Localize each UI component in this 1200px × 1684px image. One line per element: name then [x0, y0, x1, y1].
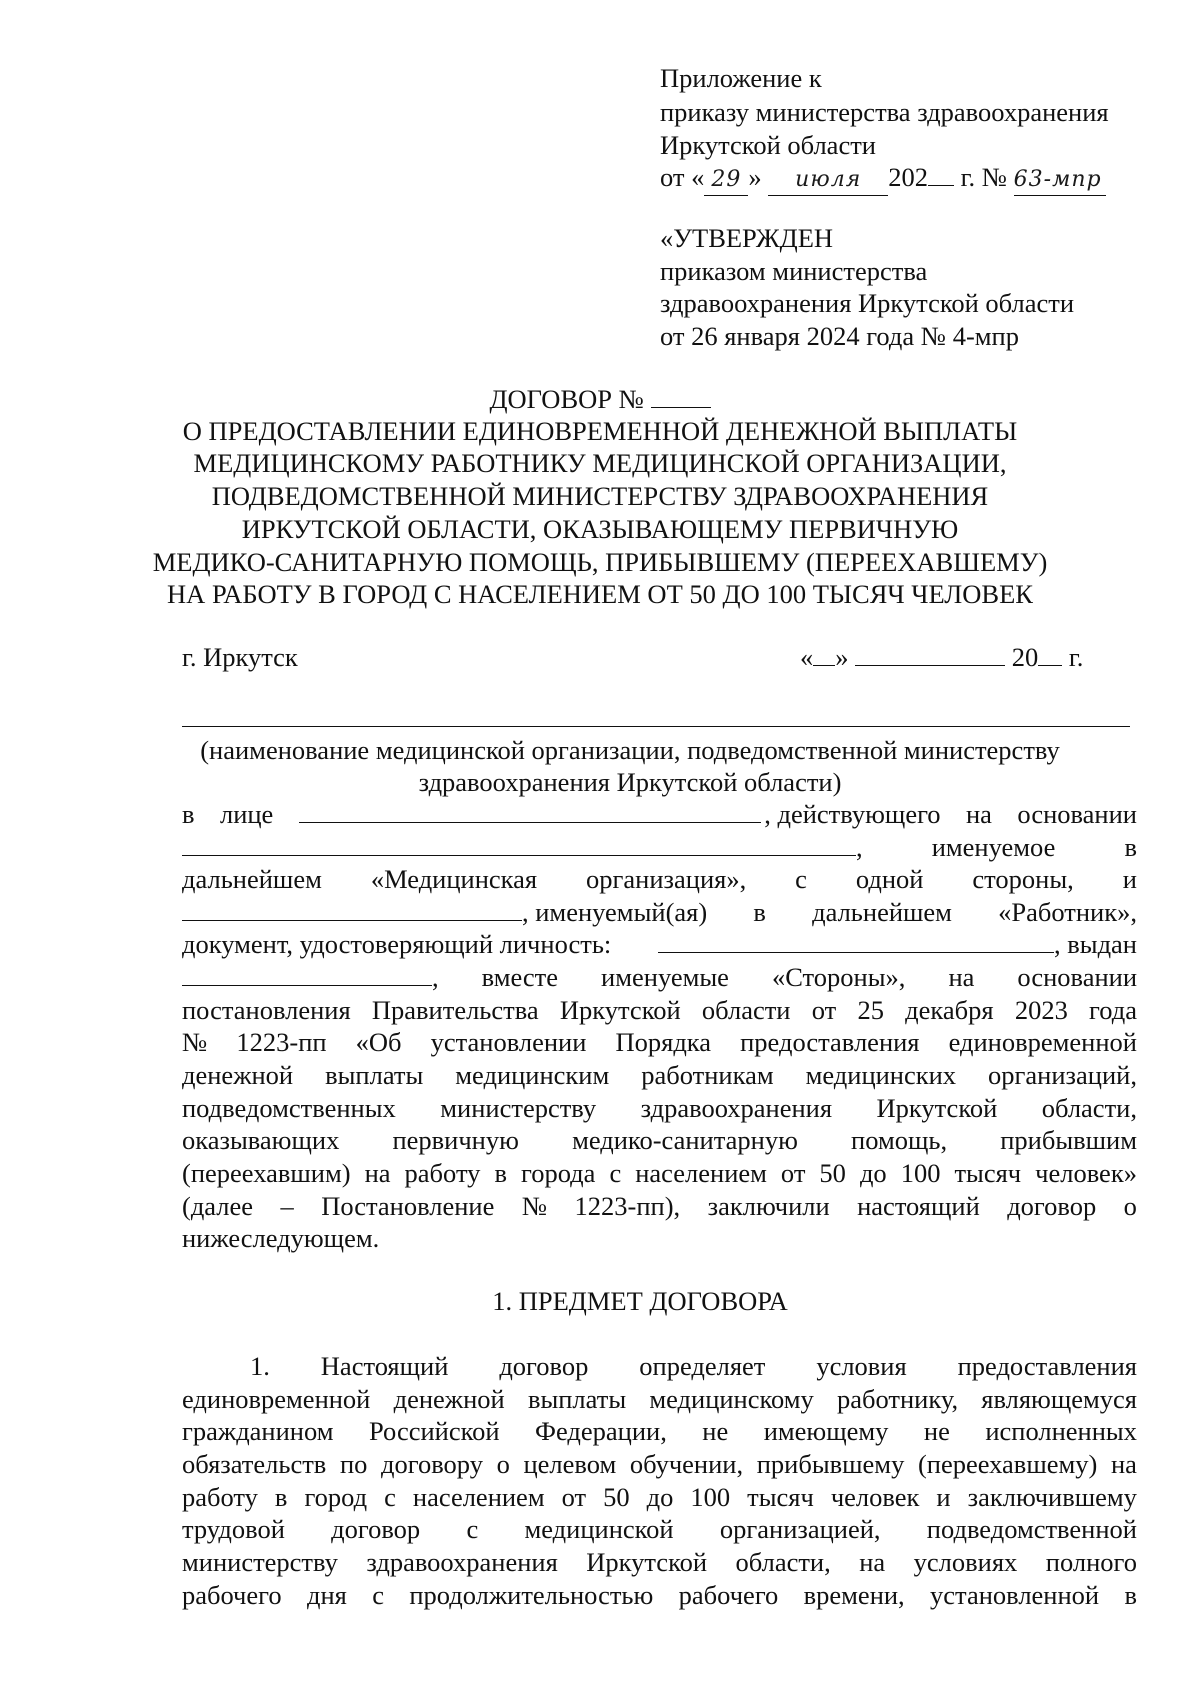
- word: продолжительностью: [409, 1580, 654, 1610]
- word: исполненных: [985, 1416, 1137, 1446]
- word: от: [561, 1482, 587, 1512]
- section-1-line-4: [182, 1447, 1137, 1481]
- word: Федерации,: [535, 1416, 667, 1446]
- parties-line-12: [182, 1156, 1137, 1190]
- handwritten-number: 63-мпр: [1014, 167, 1106, 196]
- appendix-date-line: [660, 160, 1106, 196]
- word: человек»: [1035, 1158, 1137, 1188]
- word: в: [753, 897, 766, 927]
- contract-title-line-4: ПОДВЕДОМСТВЕННОЙ МИНИСТЕРСТВУ ЗДРАВООХРАНЕНИЯ: [211, 481, 989, 511]
- word: Правительства: [371, 995, 539, 1025]
- word: прибывшим: [1000, 1125, 1137, 1155]
- contract-title-line-3: МЕДИЦИНСКОМУ РАБОТНИКУ МЕДИЦИНСКОЙ ОРГАНИЗАЦИИ,: [193, 448, 1007, 478]
- word: именуемые: [601, 962, 729, 992]
- word: ,: [856, 832, 863, 862]
- word: области: [701, 995, 791, 1025]
- word: имеющему: [763, 1416, 889, 1446]
- word: на: [1110, 1449, 1137, 1479]
- word: 1223-пп),: [574, 1191, 681, 1221]
- word: и: [1122, 864, 1137, 894]
- word: в: [1124, 832, 1137, 862]
- basis-blank: [182, 831, 856, 856]
- word: договору: [381, 1449, 483, 1479]
- word: предоставления: [740, 1027, 920, 1057]
- appendix-line-2: приказу министерства здравоохранения: [660, 97, 1109, 127]
- month-blank: [855, 641, 1005, 666]
- word: «Работник»,: [998, 897, 1137, 927]
- word: определяет: [639, 1351, 766, 1381]
- parties-line-14: нижеследующем.: [182, 1223, 380, 1253]
- employee-blank: [182, 896, 522, 921]
- word: организаций,: [988, 1060, 1137, 1090]
- word: (переехавшему): [917, 1449, 1098, 1479]
- word: денежной: [393, 1384, 505, 1414]
- word: «Медицинская: [370, 864, 538, 894]
- word: 100: [690, 1482, 731, 1512]
- word: до: [859, 1158, 887, 1188]
- word: медицинскому: [649, 1384, 814, 1414]
- word: от: [811, 995, 837, 1025]
- handwritten-month: июля: [768, 167, 888, 196]
- section-1-line-2: [182, 1382, 1137, 1416]
- word: 1223-пп: [236, 1027, 327, 1057]
- word: 1.: [250, 1351, 270, 1381]
- section-1-heading: 1. ПРЕДМЕТ ДОГОВОРА: [492, 1286, 788, 1316]
- word: года: [1089, 995, 1137, 1025]
- word: рабочего: [678, 1580, 779, 1610]
- date-prefix: от «: [660, 162, 705, 192]
- word: условиях: [913, 1547, 1018, 1577]
- word: №: [521, 1191, 548, 1221]
- parties-line-6: [182, 960, 1137, 994]
- word: работу: [182, 1482, 258, 1512]
- word: тысяч: [954, 1158, 1022, 1188]
- word: 25: [857, 995, 884, 1025]
- word: медицинской: [524, 1514, 674, 1544]
- word: до: [646, 1482, 674, 1512]
- section-1-line-7: [182, 1545, 1137, 1579]
- word: ,: [432, 962, 439, 992]
- word: Порядка: [615, 1027, 712, 1057]
- word: не: [702, 1416, 729, 1446]
- word: медико-санитарную: [572, 1125, 798, 1155]
- id-document-blank: [658, 928, 1054, 953]
- word: (далее: [182, 1191, 254, 1221]
- word: предоставления: [957, 1351, 1137, 1381]
- word: рабочего: [182, 1580, 282, 1610]
- word: «Об: [355, 1027, 402, 1057]
- parties-line-13: [182, 1189, 1137, 1223]
- id-document-group: [658, 927, 1137, 961]
- word: области,: [1041, 1093, 1137, 1123]
- word: лице: [219, 799, 274, 829]
- word: работу: [404, 1158, 481, 1188]
- word: выплаты: [527, 1384, 627, 1414]
- word: 50: [819, 1158, 846, 1188]
- org-caption-line-2: здравоохранения Иркутской области): [418, 767, 842, 797]
- section-1-line-6: [182, 1512, 1137, 1546]
- word: от: [780, 1158, 806, 1188]
- word: области,: [735, 1547, 831, 1577]
- word: с: [372, 1580, 384, 1610]
- word: Российской: [368, 1416, 500, 1446]
- word: декабря: [905, 995, 994, 1025]
- word: обязательств: [182, 1449, 327, 1479]
- parties-line-5: [182, 927, 1137, 961]
- word: полного: [1045, 1547, 1137, 1577]
- word: основании: [1017, 799, 1137, 829]
- parties-line-8: [182, 1025, 1137, 1059]
- word: договор: [499, 1351, 589, 1381]
- approved-line-4: от 26 января 2024 года № 4-мпр: [660, 321, 1019, 351]
- word: на: [364, 1158, 391, 1188]
- word: , выдан: [1054, 929, 1137, 959]
- word: Иркутской: [876, 1093, 998, 1123]
- section-1-line-3: [182, 1414, 1137, 1448]
- word: с: [466, 1514, 479, 1544]
- contract-title-line-6: МЕДИКО-САНИТАРНУЮ ПОМОЩЬ, ПРИБЫВШЕМУ (ПЕРЕЕХАВШЕМУ): [152, 547, 1048, 577]
- approved-line-1: «УТВЕРЖДЕН: [660, 223, 834, 253]
- word: 2023: [1014, 995, 1068, 1025]
- parties-line-2: [182, 830, 1137, 864]
- word: работникам: [641, 1060, 774, 1090]
- word: дня: [306, 1580, 347, 1610]
- date-year: 202: [888, 162, 928, 192]
- word: медицинским: [455, 1060, 610, 1090]
- word: населением: [635, 1158, 767, 1188]
- word: подведомственных: [182, 1093, 396, 1123]
- handwritten-day: 29: [704, 167, 748, 196]
- word: министерству: [440, 1093, 597, 1123]
- word: установленной: [930, 1580, 1100, 1610]
- representative-blank: [299, 798, 761, 823]
- word: в: [494, 1158, 507, 1188]
- word: являющемуся: [981, 1384, 1137, 1414]
- date-mid: »: [748, 162, 762, 192]
- year-prefix: 20: [1011, 642, 1039, 672]
- word: в: [274, 1482, 288, 1512]
- year-g: г.: [1068, 642, 1084, 672]
- parties-line-3: [182, 862, 1137, 896]
- word: населением: [412, 1482, 545, 1512]
- word: прибывшему: [756, 1449, 905, 1479]
- word: дальнейшем: [812, 897, 952, 927]
- word: основании: [1017, 962, 1137, 992]
- word: , действующего: [764, 799, 941, 829]
- quote-open: «: [800, 642, 814, 672]
- contract-title-line-7: НА РАБОТУ В ГОРОД С НАСЕЛЕНИЕМ ОТ 50 ДО 100 ТЫСЯЧ ЧЕЛОВЕК: [167, 579, 1033, 609]
- word: Настоящий: [320, 1351, 449, 1381]
- word: гражданином: [182, 1416, 334, 1446]
- word: подведомственной: [926, 1514, 1137, 1544]
- word: с: [609, 1158, 622, 1188]
- word: с: [384, 1482, 396, 1512]
- word: с: [795, 864, 807, 894]
- word: дальнейшем: [182, 864, 322, 894]
- parties-line-7: [182, 993, 1137, 1027]
- word: о: [1123, 1191, 1137, 1221]
- approved-line-3: здравоохранения Иркутской области: [660, 288, 1075, 318]
- word: условия: [816, 1351, 907, 1381]
- word: организация»,: [586, 864, 747, 894]
- word: работнику,: [837, 1384, 959, 1414]
- word: обучении,: [629, 1449, 744, 1479]
- approved-line-2: приказом министерства: [660, 256, 928, 286]
- organization-name-line: [182, 726, 1130, 727]
- issued-by-group: [182, 960, 439, 994]
- parties-line-1: [182, 797, 1137, 831]
- word: документ, удостоверяющий личность:: [182, 929, 612, 959]
- contract-number-label: ДОГОВОР №: [489, 384, 644, 414]
- parties-line-11: [182, 1123, 1137, 1157]
- word: постановления: [182, 995, 351, 1025]
- word: –: [280, 1191, 294, 1221]
- word: министерству: [182, 1547, 338, 1577]
- word: 50: [603, 1482, 630, 1512]
- word: тысяч: [747, 1482, 814, 1512]
- word: настоящий: [857, 1191, 980, 1221]
- word: , именуемый(ая): [522, 897, 708, 927]
- word: №: [182, 1027, 208, 1057]
- year-blank: [928, 161, 954, 186]
- word: Постановление: [321, 1191, 495, 1221]
- quote-close: »: [835, 642, 849, 672]
- appendix-line-3: Иркутской области: [660, 130, 876, 160]
- word: выплаты: [325, 1060, 424, 1090]
- word: одной: [855, 864, 924, 894]
- parties-line-10: [182, 1091, 1137, 1125]
- word: в: [182, 799, 195, 829]
- word: человек: [830, 1482, 920, 1512]
- word: заключили: [707, 1191, 830, 1221]
- employee-blank-group: [182, 895, 707, 929]
- city-label: г. Иркутск: [182, 642, 298, 672]
- section-1-line-8: [182, 1578, 1137, 1612]
- basis-blank-group: [182, 830, 863, 864]
- word: города: [520, 1158, 596, 1188]
- contract-title-line-1: [150, 382, 1050, 416]
- word: о: [496, 1449, 510, 1479]
- word: вместе: [481, 962, 559, 992]
- issued-by-blank: [182, 961, 432, 986]
- word: по: [339, 1449, 368, 1479]
- word: первичную: [392, 1125, 519, 1155]
- parties-line-9: [182, 1058, 1137, 1092]
- parties-line-4: [182, 895, 1137, 929]
- word: стороны,: [972, 864, 1074, 894]
- word: здравоохранения: [640, 1093, 833, 1123]
- word: здравоохранения: [366, 1547, 558, 1577]
- word: оказывающих: [182, 1125, 340, 1155]
- word: город: [304, 1482, 368, 1512]
- word: именуемое: [931, 832, 1056, 862]
- word: (переехавшим): [182, 1158, 351, 1188]
- word: времени,: [803, 1580, 905, 1610]
- word: трудовой: [182, 1514, 285, 1544]
- appendix-line-1: Приложение к: [660, 63, 822, 93]
- word: на: [948, 962, 975, 992]
- word: 100: [900, 1158, 941, 1188]
- word: установлении: [430, 1027, 587, 1057]
- year-suffix-blank: [1038, 641, 1062, 666]
- word: Иркутской: [586, 1547, 708, 1577]
- word: договор: [1007, 1191, 1097, 1221]
- word: на: [859, 1547, 886, 1577]
- contract-title-line-2: О ПРЕДОСТАВЛЕНИИ ЕДИНОВРЕМЕННОЙ ДЕНЕЖНОЙ ВЫПЛАТЫ: [182, 416, 1018, 446]
- word: организацией,: [719, 1514, 881, 1544]
- org-caption-line-1: (наименование медицинской организации, подведомственной министерству: [200, 735, 1060, 765]
- word: и: [936, 1482, 951, 1512]
- word: заключившему: [967, 1482, 1137, 1512]
- contract-date-line: [800, 640, 1083, 674]
- word: Иркутской: [559, 995, 681, 1025]
- word: не: [923, 1416, 950, 1446]
- section-1-line-5: [182, 1480, 1137, 1514]
- contract-title-line-5: ИРКУТСКОЙ ОБЛАСТИ, ОКАЗЫВАЮЩЕМУ ПЕРВИЧНУЮ: [241, 514, 959, 544]
- word: «Стороны»,: [771, 962, 906, 992]
- word: единовременной: [182, 1384, 371, 1414]
- section-1-line-1: [250, 1349, 1137, 1383]
- word: помощь,: [851, 1125, 948, 1155]
- word: денежной: [182, 1060, 294, 1090]
- day-blank: [813, 641, 835, 666]
- word: единовременной: [948, 1027, 1137, 1057]
- date-g: г. №: [960, 162, 1008, 192]
- word: медицинских: [805, 1060, 957, 1090]
- word: договор: [331, 1514, 421, 1544]
- word: в: [1124, 1580, 1137, 1610]
- word: целевом: [523, 1449, 617, 1479]
- contract-number-blank: [651, 383, 711, 408]
- word: на: [966, 799, 992, 829]
